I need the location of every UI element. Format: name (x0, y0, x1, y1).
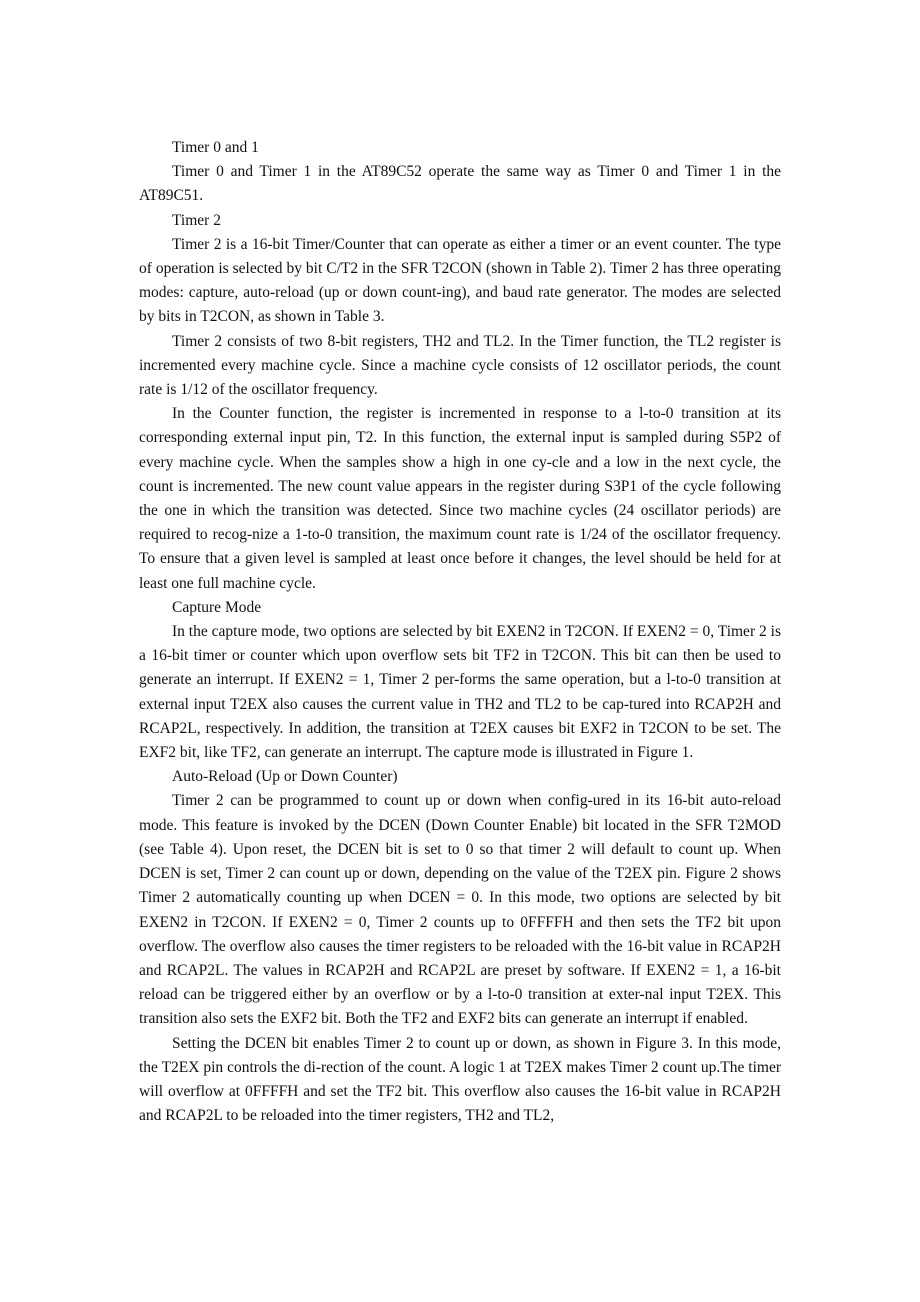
paragraph-capture-mode: In the capture mode, two options are selected by bit EXEN2 in T2CON. If EXEN2 = 0, Timer 2 is a 16-bit timer or counter which upon overflow sets bit TF2 in T2CON. This bit can then be used to generate an interrupt. If EXEN2 = 1, Timer 2 per-forms the same operation, but a l-to-0 transition at external input T2EX also causes the current value in TH2 and TL2 to be cap-tured into RCAP2H and RCAP2L, respectively. In addition, the transition at T2EX causes bit EXF2 in T2CON to be set. The EXF2 bit, like TF2, can generate an interrupt. The capture mode is illustrated in Figure 1. (139, 623, 781, 762)
paragraph-timer-2-intro: Timer 2 is a 16-bit Timer/Counter that can operate as either a timer or an event counter. The type of operation is selected by bit C/T2 in the SFR T2CON (shown in Table 2). Timer 2 has three operating modes: capture, auto-reload (up or down count-ing), and baud rate generator. The modes are selected by bits in T2CON, as shown in Table 3. (139, 235, 781, 326)
section-heading-timer-2: Timer 2 (172, 211, 221, 229)
paragraph-timer-2-registers: Timer 2 consists of two 8-bit registers, TH2 and TL2. In the Timer function, the TL2 register is incremented every machine cycle. Since a machine cycle consists of 12 oscillator periods, the count rate is 1/12 of the oscillator frequency. (139, 332, 781, 399)
paragraph-counter-function: In the Counter function, the register is incremented in response to a l-to-0 transition at its corresponding external input pin, T2. In this function, the external input is sampled during S5P2 of every machine cycle. When the samples show a high in one cy-cle and a low in the next cycle, the count is incremented. The new count value appears in the register during S3P1 of the cycle following the one in which the transition was detected. Since two machine cycles (24 oscillator periods) are required to recog-nize a 1-to-0 transition, the maximum count rate is 1/24 of the oscillator frequency. To ensure that a given level is sampled at least once before it changes, the level should be held for at least one full machine cycle. (139, 405, 781, 592)
paragraph-auto-reload: Timer 2 can be programmed to count up or down when config-ured in its 16-bit auto-reload mode. This feature is invoked by the DCEN (Down Counter Enable) bit located in the SFR T2MOD (see Table 4). Upon reset, the DCEN bit is set to 0 so that timer 2 will default to count up. When DCEN is set, Timer 2 can count up or down, depending on the value of the T2EX pin. Figure 2 shows Timer 2 automatically counting up when DCEN = 0. In this mode, two options are selected by bit EXEN2 in T2CON. If EXEN2 = 0, Timer 2 counts up to 0FFFFH and then sets the TF2 bit upon overflow. The overflow also causes the timer registers to be reloaded with the 16-bit value in RCAP2H and RCAP2L. The values in RCAP2H and RCAP2L are preset by software. If EXEN2 = 1, a 16-bit reload can be triggered either by an overflow or by a l-to-0 transition at exter-nal input T2EX. This transition also sets the EXF2 bit. Both the TF2 and EXF2 bits can generate an interrupt if enabled. (139, 792, 781, 1028)
paragraph-dcen-bit: Setting the DCEN bit enables Timer 2 to count up or down, as shown in Figure 3. In this mode, the T2EX pin controls the di-rection of the count. A logic 1 at T2EX makes Timer 2 count up.The timer will overflow at 0FFFFH and set the TF2 bit. This overflow also causes the 16-bit value in RCAP2H and RCAP2L to be reloaded into the timer registers, TH2 and TL2, (139, 1034, 781, 1125)
document-body (139, 136, 781, 1128)
paragraph-timer-0-and-1: Timer 0 and Timer 1 in the AT89C52 operate the same way as Timer 0 and Timer 1 in the AT89C51. (139, 163, 781, 205)
section-heading-auto-reload: Auto-Reload (Up or Down Counter) (172, 768, 398, 786)
section-heading-timer-0-and-1: Timer 0 and 1 (172, 139, 259, 156)
section-heading-capture-mode: Capture Mode (172, 598, 262, 616)
